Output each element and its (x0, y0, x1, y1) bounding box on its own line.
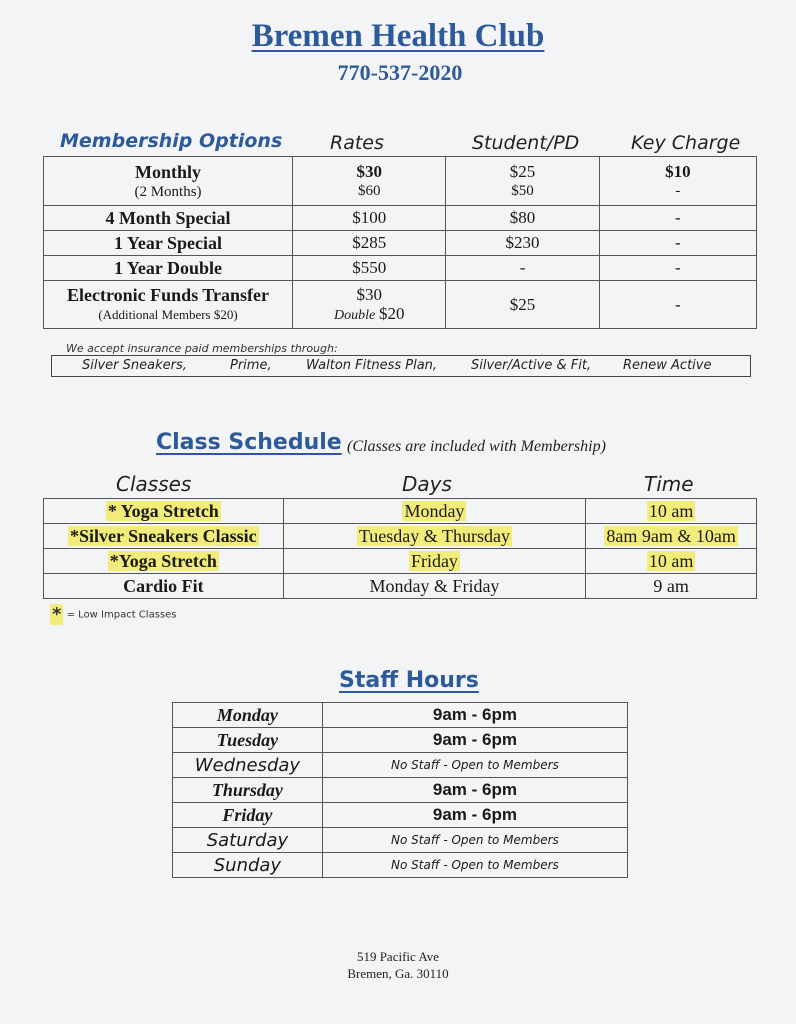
staff-hours: 9am - 6pm (322, 703, 627, 728)
membership-name: 1 Year Double (44, 256, 293, 281)
col-header-student: Student/PD (472, 132, 580, 154)
table-row (173, 778, 628, 803)
staff-hours: 9am - 6pm (322, 778, 627, 803)
table-row (44, 256, 757, 281)
student-rate: $25 (509, 162, 536, 181)
table-row (173, 828, 628, 853)
key-charge: - (599, 206, 756, 231)
phone-number: 770-537-2020 (337, 60, 463, 85)
staff-day: Sunday (173, 853, 323, 878)
table-row (44, 206, 757, 231)
class-days: Friday (410, 550, 458, 571)
col-header-key-charge: Key Charge (631, 132, 741, 154)
insurance-plan: Walton Fitness Plan, (306, 358, 438, 373)
rate: $30 (356, 284, 382, 304)
page-title: Bremen Health Club (251, 18, 545, 54)
staff-hours: 9am - 6pm (322, 728, 627, 753)
class-name: Cardio Fit (44, 574, 284, 599)
table-row (44, 499, 757, 524)
staff-hours: No Staff - Open to Members (322, 753, 627, 778)
key-charge: - (599, 231, 756, 256)
table-row (44, 281, 757, 329)
membership-name: 4 Month Special (44, 206, 293, 231)
table-row (44, 231, 757, 256)
insurance-plan: Silver/Active & Fit, (471, 358, 592, 373)
key-charge: $10 (665, 162, 691, 181)
key-charge: - (599, 256, 756, 281)
table-row (44, 549, 757, 574)
student-rate-sub: $50 (511, 183, 534, 199)
rate: $30 (356, 162, 382, 181)
table-row (44, 574, 757, 599)
student-rate: - (446, 256, 599, 281)
class-name: *Silver Sneakers Classic (70, 525, 257, 546)
rate: $285 (293, 231, 446, 256)
class-schedule-table (43, 498, 757, 599)
table-row (173, 728, 628, 753)
membership-options-label: Membership Options (60, 130, 283, 152)
staff-day: Wednesday (173, 753, 323, 778)
table-row (173, 753, 628, 778)
insurance-plans-box (51, 355, 751, 377)
table-row (44, 524, 757, 549)
membership-name: 1 Year Special (44, 231, 293, 256)
col-header-rates: Rates (330, 132, 384, 154)
table-row (173, 703, 628, 728)
class-time: 9 am (586, 574, 757, 599)
rate-sub: $60 (357, 183, 381, 199)
insurance-note: We accept insurance paid memberships through: (66, 342, 338, 355)
address-city: Bremen, Ga. 30110 (347, 966, 449, 981)
table-row (44, 157, 757, 206)
table-row (173, 853, 628, 878)
class-name: *Yoga Stretch (109, 550, 217, 571)
membership-name: Monthly (135, 161, 202, 182)
insurance-plan: Prime, (230, 358, 272, 373)
col-header-classes: Classes (116, 472, 192, 496)
table-row (173, 803, 628, 828)
rate: $100 (293, 206, 446, 231)
class-schedule-title: Class Schedule (156, 430, 342, 455)
class-name: * Yoga Stretch (107, 500, 219, 521)
staff-day: Tuesday (173, 728, 323, 753)
staff-day: Monday (173, 703, 323, 728)
staff-hours: No Staff - Open to Members (322, 828, 627, 853)
student-rate: $25 (446, 281, 599, 329)
membership-name: Electronic Funds Transfer (67, 285, 270, 305)
legend-text: = Low Impact Classes (66, 609, 177, 621)
key-charge: - (599, 281, 756, 329)
low-impact-legend (50, 604, 176, 625)
membership-name-sub: (Additional Members $20) (98, 307, 238, 322)
class-time: 10 am (648, 550, 694, 571)
staff-hours: 9am - 6pm (322, 803, 627, 828)
class-days: Monday (404, 500, 465, 521)
col-header-days: Days (402, 472, 452, 496)
key-charge-sub: - (675, 183, 681, 199)
staff-hours-title: Staff Hours (339, 668, 479, 693)
class-schedule-note: (Classes are included with Membership) (347, 438, 606, 455)
legend-star: * (52, 604, 62, 625)
rate-sub-label: Double (333, 307, 376, 323)
student-rate: $230 (446, 231, 599, 256)
insurance-plan: Silver Sneakers, (82, 358, 187, 373)
class-days: Tuesday & Thursday (358, 525, 510, 546)
rate-sub: $20 (378, 303, 405, 323)
col-header-time: Time (644, 472, 694, 496)
class-days: Monday & Friday (283, 574, 586, 599)
rate: $550 (293, 256, 446, 281)
membership-table (43, 156, 757, 329)
staff-day: Friday (173, 803, 323, 828)
staff-day: Thursday (173, 778, 323, 803)
class-time: 10 am (648, 500, 694, 521)
address-street: 519 Pacific Ave (356, 949, 440, 964)
insurance-plan: Renew Active (623, 358, 712, 373)
staff-day: Saturday (173, 828, 323, 853)
membership-name-sub: (2 Months) (134, 183, 202, 200)
staff-hours-table (172, 702, 628, 878)
student-rate: $80 (446, 206, 599, 231)
class-time: 8am 9am & 10am (606, 525, 736, 546)
staff-hours: No Staff - Open to Members (322, 853, 627, 878)
